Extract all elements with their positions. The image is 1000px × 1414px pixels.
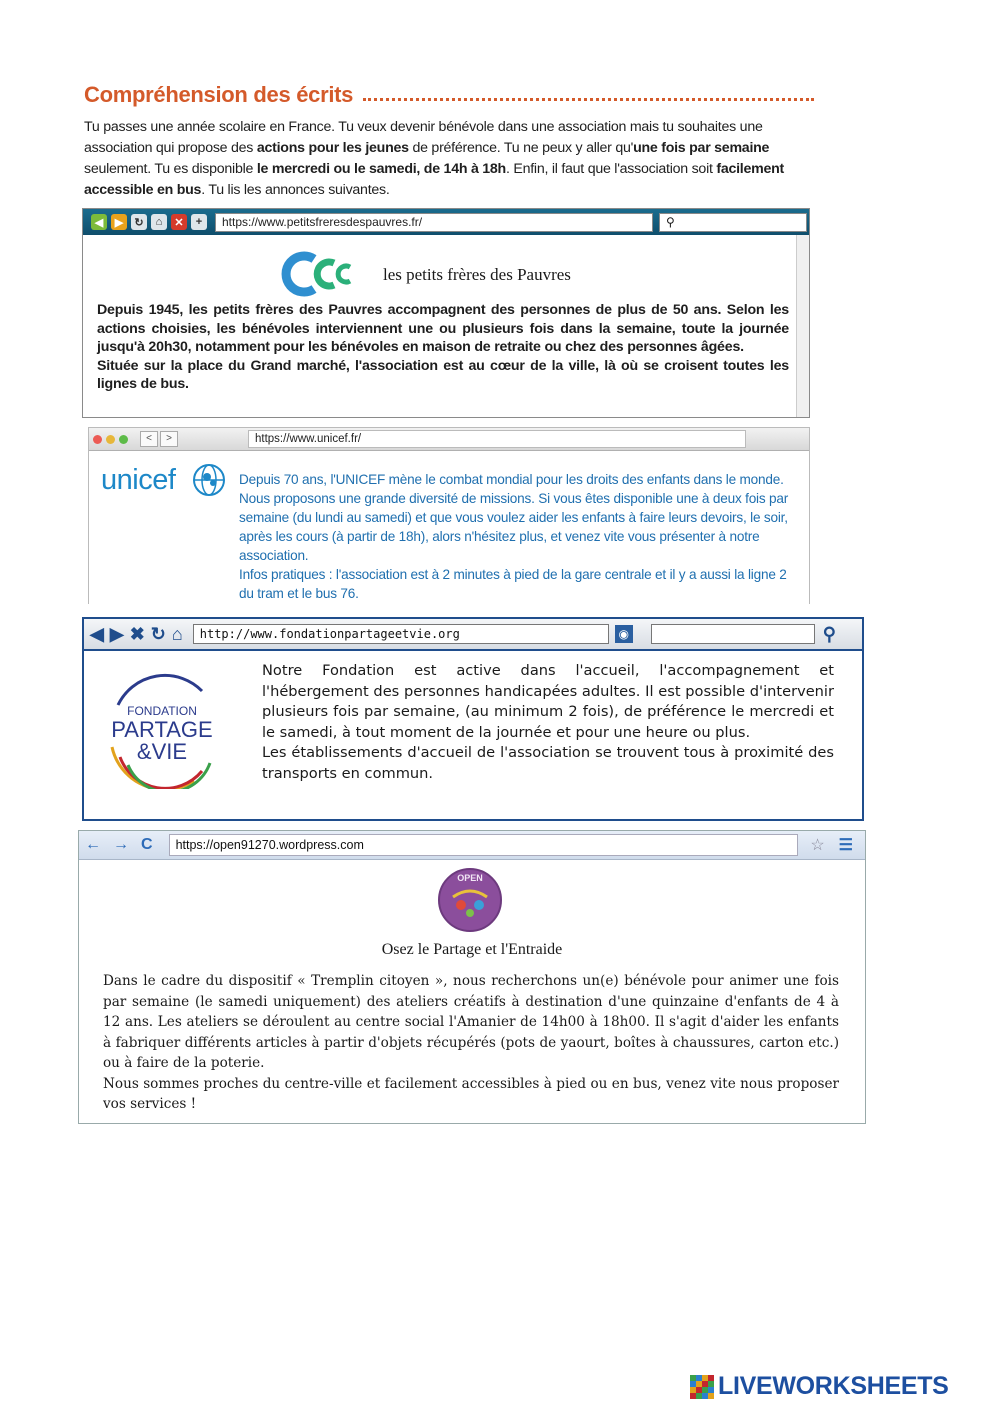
intro-bold: actions pour les jeunes (256, 140, 409, 156)
announcement-paragraph: Depuis 1945, les petits frères des Pauvres accompagnent des personnes de plus de 50 ans. Selon les actions choisies, les bénévoles interviennent une ou plusieurs fois dans la semaine, toute la journée jusqu'à 20h30, notamment pour les bénévoles en maison de retraite ou chez des personnes âgées. (97, 302, 789, 356)
intro-bold: une fois par semaine (633, 140, 770, 156)
reload-icon[interactable]: ↻ (150, 624, 166, 644)
liveworksheets-text: LIVEWORKSHEETS (718, 1372, 949, 1400)
forward-icon[interactable]: ▶ (109, 624, 124, 644)
close-dot-icon[interactable] (93, 435, 102, 444)
announcement-paragraph: Dans le cadre du dispositif « Tremplin citoyen », nous recherchons un(e) bénévole pour animer une fois par semaine (le samedi uniquement) des ateliers créatifs à destination d'une quinzaine d'enfants de 4 à 12 ans. Les ateliers se déroulent au centre social l'Amanier de 14h00 à 18h00. Il s'agit d'aider les enfants à fabriquer différents articles à partir d'objets récupérés (pots de yaourt, boîtes à chaussures, carton etc.) ou à faire de la poterie. (103, 973, 839, 1071)
logo-text: OPEN (457, 873, 483, 883)
unicef-logo: unicef (101, 464, 176, 496)
forward-icon[interactable]: → (113, 836, 129, 853)
search-field[interactable] (651, 624, 815, 644)
search-field[interactable] (659, 213, 807, 232)
close-icon[interactable]: ✕ (171, 214, 187, 230)
logo-line1: FONDATION (127, 704, 197, 718)
intro-text: . Enfin, il faut que l'association soit (505, 161, 717, 177)
browser-toolbar (84, 619, 862, 651)
zoom-dot-icon[interactable] (119, 435, 128, 444)
intro-bold: le mercredi ou le samedi, de 14h à 18h (256, 161, 506, 177)
search-icon[interactable]: ⚲ (822, 624, 836, 644)
announcement-text (103, 971, 839, 1115)
scrollbar[interactable] (796, 235, 809, 417)
intro-text: Tu passes une année scolaire en France. Tu veux devenir bénévole dans une association mais tu souhaites une association qui propose des (84, 119, 763, 156)
partage-vie-logo (98, 671, 228, 789)
dotted-rule (363, 98, 814, 101)
address-bar[interactable]: http://www.fondationpartageetvie.org (193, 624, 609, 644)
logo-text: les petits frères des Pauvres (383, 265, 571, 284)
back-icon[interactable]: ← (85, 836, 101, 853)
intro-paragraph (84, 117, 814, 201)
announcement-paragraph: Nous sommes proches du centre-ville et facilement accessibles à pied ou en bus, venez vite nous proposer vos services ! (103, 1075, 839, 1112)
home-icon[interactable]: ⌂ (171, 624, 183, 644)
browser-window-petits-freres (82, 208, 810, 418)
announcement-text (239, 470, 799, 603)
petits-freres-logo (276, 251, 366, 297)
new-tab-icon[interactable]: + (191, 214, 207, 230)
reload-icon[interactable]: ↻ (131, 214, 147, 230)
stop-icon[interactable]: ✖ (129, 624, 145, 644)
reload-icon[interactable]: C (141, 836, 153, 853)
section-heading (84, 78, 814, 108)
announcement-text (262, 661, 834, 784)
announcement-paragraph: Notre Fondation est active dans l'accueil, l'accompagnement et l'hébergement des personnes handicapées adultes. Il est possible d'intervenir plusieurs fois par semaine, (au minimum 2 fois), de préférence le mercredi et le samedi, à tout moment de la journée et pour une heure ou plus. (262, 662, 834, 741)
browser-window-unicef (88, 427, 810, 604)
intro-text: de préférence. Tu ne peux y aller qu' (408, 140, 634, 156)
bookmark-star-icon[interactable]: ☆ (810, 837, 825, 854)
intro-text: seulement. Tu es disponible (84, 161, 257, 177)
open-logo (437, 867, 503, 933)
section-title: Compréhension des écrits (84, 82, 354, 107)
unicef-globe-icon (191, 462, 227, 498)
liveworksheets-logo (690, 1372, 949, 1401)
minimize-dot-icon[interactable] (106, 435, 115, 444)
logo-line2: PARTAGE (111, 717, 213, 742)
back-icon[interactable]: < (140, 431, 158, 447)
browser-window-open (78, 830, 866, 1124)
announcement-paragraph: Les établissements d'accueil de l'association se trouvent tous à proximité des transports en commun. (262, 744, 834, 782)
home-icon[interactable]: ⌂ (151, 214, 167, 230)
intro-text: . Tu lis les annonces suivantes. (201, 182, 390, 198)
browser-window-partage-vie (82, 617, 864, 821)
forward-icon[interactable]: > (160, 431, 178, 447)
menu-icon[interactable]: ☰ (838, 837, 853, 854)
browser-toolbar (89, 428, 809, 451)
address-bar[interactable]: https://open91270.wordpress.com (169, 834, 799, 856)
search-icon: ⚲ (666, 214, 675, 229)
back-icon[interactable]: ◀ (90, 624, 104, 644)
announcement-text (97, 301, 789, 394)
browser-toolbar (83, 209, 809, 235)
forward-icon[interactable]: ▶ (111, 214, 127, 230)
announcement-paragraph: Située sur la place du Grand marché, l'association est au cœur de la ville, là où se croisent toutes les lignes de bus. (97, 357, 789, 393)
liveworksheets-mark-icon (690, 1375, 714, 1399)
address-bar[interactable]: https://www.unicef.fr/ (248, 430, 746, 448)
announcement-title: Osez le Partage et l'Entraide (381, 941, 563, 958)
logo-line3: &VIE (136, 739, 188, 764)
rss-icon[interactable]: ◉ (615, 625, 633, 643)
intro-bold: facilement accessible en bus (84, 161, 785, 198)
back-icon[interactable]: ◀ (91, 214, 107, 230)
announcement-paragraph: Depuis 70 ans, l'UNICEF mène le combat mondial pour les droits des enfants dans le monde. Nous proposons une grande diversité de missions. Si vous êtes disponible une à deux fois par semaine (du lundi au samedi) et que vous voulez aider les enfants à faire leurs devoirs, le soir, après les cours (à partir de 18h), alors n'hésitez plus, et venez vite vous présenter à notre association. (239, 472, 789, 563)
address-bar[interactable]: https://www.petitsfreresdespauvres.fr/ (215, 213, 653, 232)
browser-toolbar (79, 831, 865, 860)
announcement-paragraph: Infos pratiques : l'association est à 2 minutes à pied de la gare centrale et il y a aussi la ligne 2 du tram et le bus 76. (239, 567, 787, 601)
